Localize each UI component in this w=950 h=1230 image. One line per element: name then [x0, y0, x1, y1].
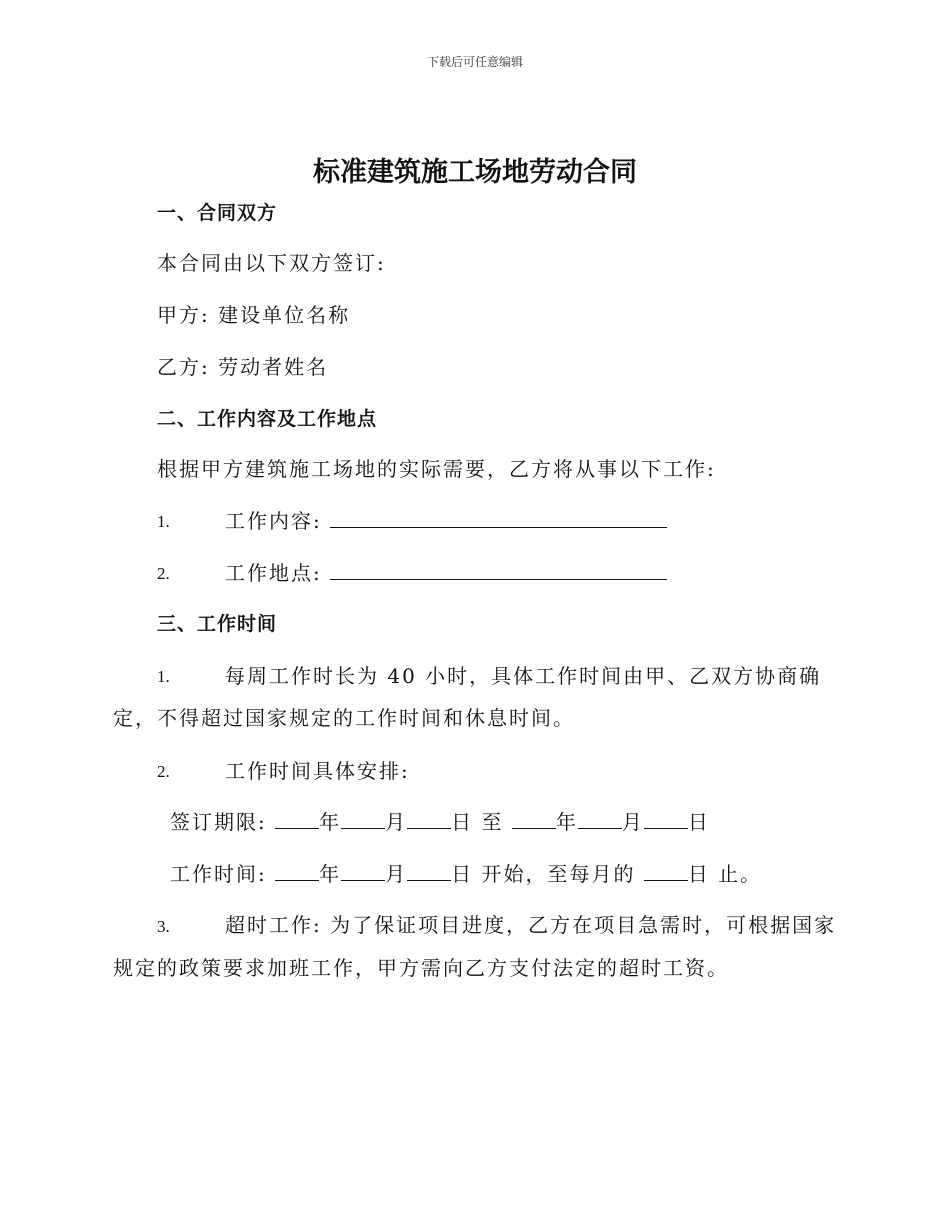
term-month2-blank: [578, 810, 622, 829]
work-content-row: [225, 508, 667, 534]
term-day-unit: 日: [451, 810, 474, 834]
wt-year-blank: [275, 862, 319, 881]
term-day2-blank: [644, 810, 688, 829]
term-day-blank: [407, 810, 451, 829]
overtime-line-1: 超时工作: 为了保证项目进度，乙方在项目急需时，可根据国家: [225, 913, 837, 937]
term-year-unit: 年: [319, 810, 342, 834]
term-day2-unit: 日: [687, 810, 710, 834]
section-1-heading: 一、合同双方: [157, 202, 278, 224]
wt-end-text: 止。: [718, 862, 763, 886]
term-month-blank: [341, 810, 385, 829]
list-number: 2.: [157, 564, 170, 583]
term-to: 至: [481, 810, 504, 834]
wt-year-unit: 年: [319, 862, 342, 886]
section-2-intro: 根据甲方建筑施工场地的实际需要，乙方将从事以下工作:: [157, 457, 716, 481]
overtime-line-2: 规定的政策要求加班工作，甲方需向乙方支付法定的超时工资。: [113, 956, 729, 980]
contract-term-label: 签订期限:: [170, 810, 267, 834]
wt-month-blank: [341, 862, 385, 881]
work-location-blank: [330, 561, 667, 580]
party-a-line: 甲方: 建设单位名称: [157, 303, 351, 327]
work-content-label: 工作内容:: [225, 509, 322, 533]
list-number: 2.: [157, 762, 170, 781]
work-location-row: [225, 560, 667, 586]
contract-term-row: [170, 809, 710, 835]
work-location-label: 工作地点:: [225, 561, 322, 585]
section-1-intro: 本合同由以下双方签订:: [157, 251, 386, 275]
wt-day-unit: 日: [451, 862, 474, 886]
work-time-label: 工作时间:: [170, 862, 267, 886]
section-3-heading: 三、工作时间: [157, 613, 278, 635]
weekly-hours-line-2: 定，不得超过国家规定的工作时间和休息时间。: [113, 706, 575, 730]
document-title: 标准建筑施工场地劳动合同: [313, 157, 637, 188]
list-number: 1.: [157, 512, 170, 531]
term-month2-unit: 月: [621, 810, 644, 834]
schedule-intro: 工作时间具体安排:: [225, 759, 410, 783]
term-year2-blank: [512, 810, 556, 829]
wt-day2-blank: [644, 862, 688, 881]
work-time-row: [170, 861, 762, 887]
wt-day2-unit: 日: [687, 862, 710, 886]
work-content-blank: [330, 509, 667, 528]
list-number: 3.: [157, 917, 170, 936]
weekly-hours-line-1: 每周工作时长为 40 小时，具体工作时间由甲、乙双方协商确: [225, 664, 822, 688]
term-year2-unit: 年: [555, 810, 578, 834]
list-number: 1.: [157, 667, 170, 686]
section-2-heading: 二、工作内容及工作地点: [157, 408, 378, 430]
wt-month-unit: 月: [385, 862, 408, 886]
header-note: 下载后可任意编辑: [426, 55, 523, 69]
party-b-line: 乙方: 劳动者姓名: [157, 355, 329, 379]
wt-day-blank: [407, 862, 451, 881]
term-month-unit: 月: [385, 810, 408, 834]
wt-start-text: 开始，至每月的: [481, 862, 636, 886]
term-year-blank: [275, 810, 319, 829]
